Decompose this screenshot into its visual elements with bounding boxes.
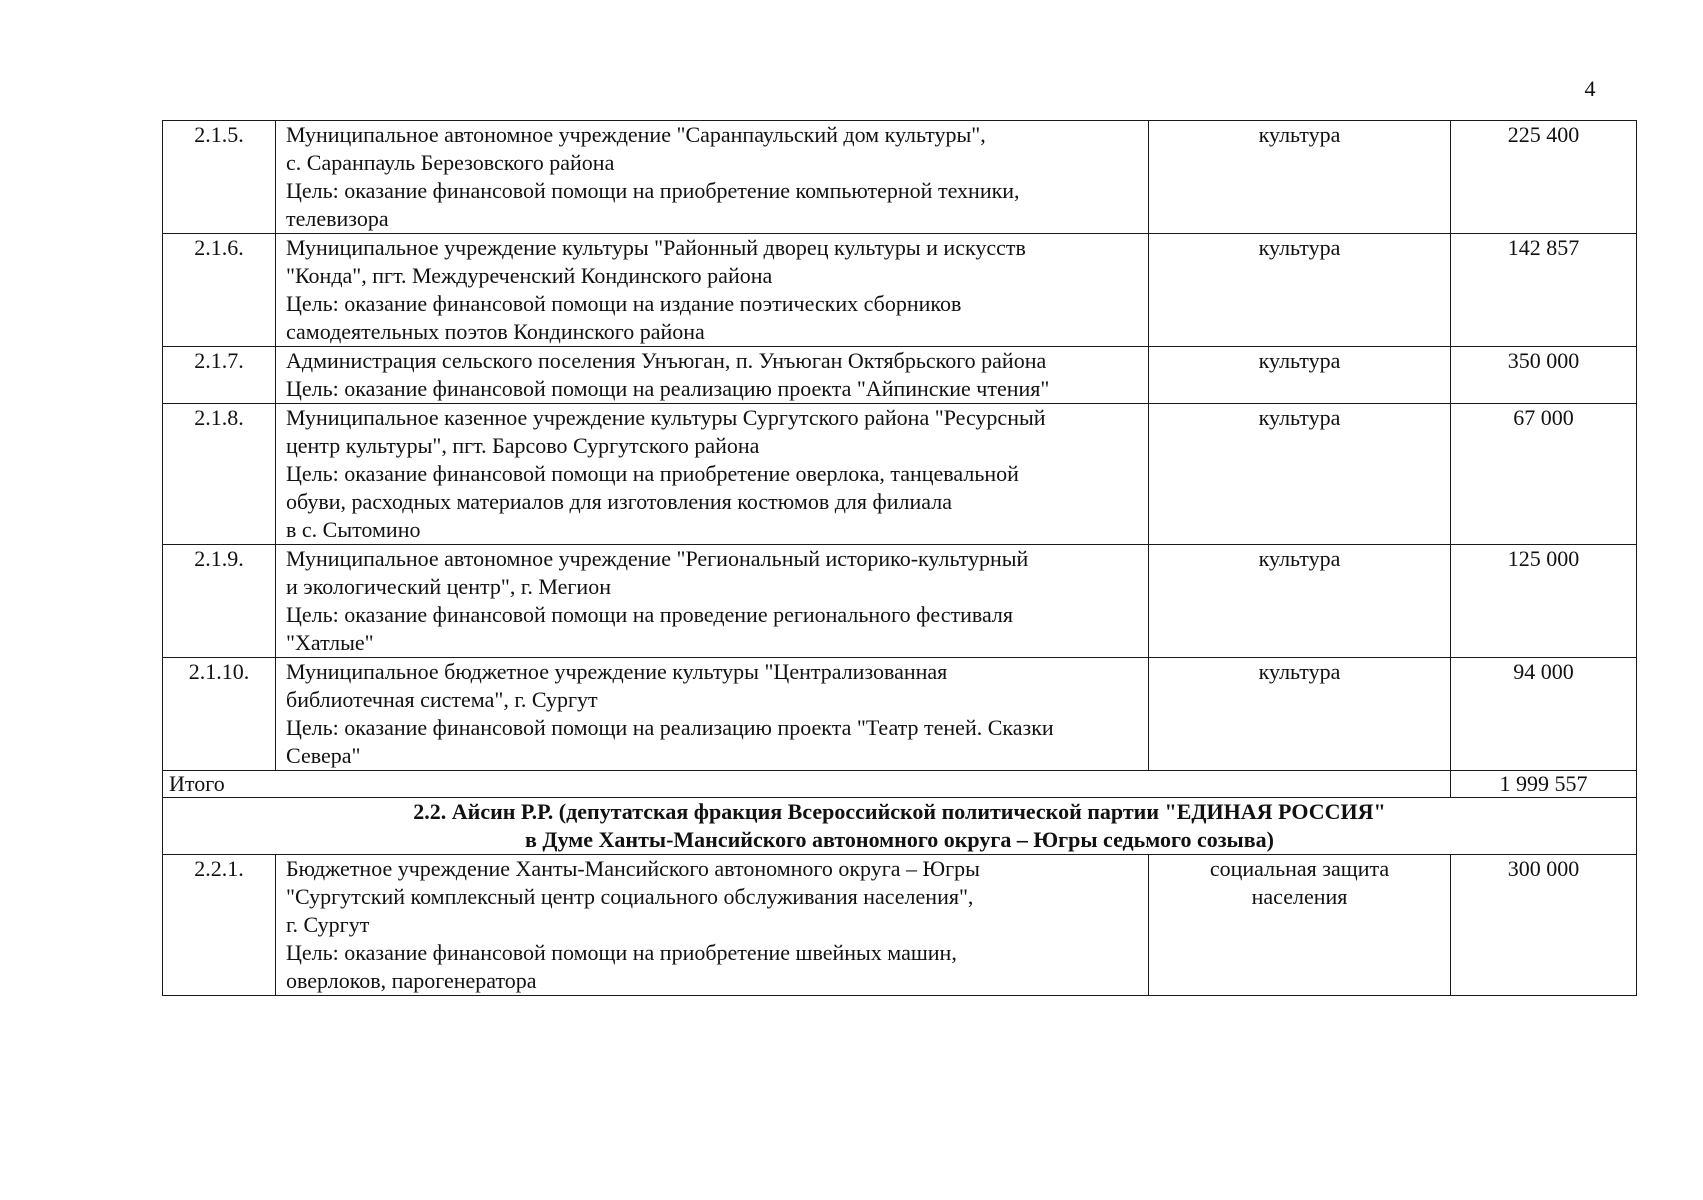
description-line: Цель: оказание финансовой помощи на проведение регионального фестиваля <box>286 602 1014 627</box>
item-sphere: культура <box>1149 234 1451 347</box>
table-row <box>163 234 1637 347</box>
section-header-row <box>163 798 1637 855</box>
section-header-line: 2.2. Айсин Р.Р. (депутатская фракция Всероссийской политической партии "ЕДИНАЯ РОССИЯ" <box>413 799 1386 824</box>
item-sphere <box>1149 855 1451 996</box>
item-sphere: культура <box>1149 404 1451 545</box>
item-description <box>276 234 1149 347</box>
item-description <box>276 545 1149 658</box>
item-number: 2.1.8. <box>163 404 276 545</box>
item-description <box>276 855 1149 996</box>
sphere-line: социальная защита <box>1209 856 1390 881</box>
section-header-line: в Думе Ханты-Мансийского автономного округа – Югры седьмого созыва) <box>525 827 1274 852</box>
description-line: "Хатлые" <box>286 630 374 655</box>
description-line: Муниципальное бюджетное учреждение культуры "Централизованная <box>286 659 948 684</box>
item-sphere: культура <box>1149 347 1451 404</box>
item-amount: 125 000 <box>1451 545 1637 658</box>
page-number: 4 <box>1584 76 1596 101</box>
description-line: Цель: оказание финансовой помощи на реализацию проекта "Айпинские чтения" <box>286 376 1050 401</box>
item-number: 2.1.5. <box>163 121 276 234</box>
description-line: Цель: оказание финансовой помощи на приобретение швейных машин, <box>286 940 957 965</box>
description-line: Муниципальное казенное учреждение культуры Сургутского района "Ресурсный <box>286 405 1046 430</box>
description-line: г. Сургут <box>286 912 370 937</box>
table-row <box>163 121 1637 234</box>
description-line: и экологический центр", г. Мегион <box>286 574 611 599</box>
description-line: "Сургутский комплексный центр социального обслуживания населения", <box>286 884 974 909</box>
sphere-line: населения <box>1251 884 1348 909</box>
description-line: Цель: оказание финансовой помощи на приобретение оверлока, танцевальной <box>286 461 1019 486</box>
item-amount: 300 000 <box>1451 855 1637 996</box>
description-line: самодеятельных поэтов Кондинского района <box>286 319 705 344</box>
item-sphere: культура <box>1149 658 1451 771</box>
description-line: библиотечная система", г. Сургут <box>286 687 598 712</box>
description-line: телевизора <box>286 206 389 231</box>
description-line: Цель: оказание финансовой помощи на приобретение компьютерной техники, <box>286 178 1020 203</box>
item-number: 2.1.9. <box>163 545 276 658</box>
grant-table-body <box>163 121 1637 996</box>
item-description <box>276 347 1149 404</box>
description-line: Цель: оказание финансовой помощи на реализацию проекта "Театр теней. Сказки <box>286 715 1054 740</box>
item-description <box>276 121 1149 234</box>
item-amount: 142 857 <box>1451 234 1637 347</box>
item-sphere: культура <box>1149 121 1451 234</box>
description-line: Администрация сельского поселения Унъюган, п. Унъюган Октябрьского района <box>286 348 1047 373</box>
description-line: Муниципальное автономное учреждение "Саранпаульский дом культуры", <box>286 122 986 147</box>
description-line: Муниципальное учреждение культуры "Районный дворец культуры и искусств <box>286 235 1026 260</box>
description-line: Бюджетное учреждение Ханты-Мансийского автономного округа – Югры <box>286 856 980 881</box>
item-number: 2.1.7. <box>163 347 276 404</box>
description-line: с. Саранпауль Березовского района <box>286 150 615 175</box>
item-number: 2.1.10. <box>163 658 276 771</box>
item-description <box>276 404 1149 545</box>
section-header <box>163 798 1637 855</box>
item-amount: 94 000 <box>1451 658 1637 771</box>
item-amount: 67 000 <box>1451 404 1637 545</box>
description-line: центр культуры", пгт. Барсово Сургутского района <box>286 433 760 458</box>
total-amount: 1 999 557 <box>1451 771 1637 798</box>
item-number: 2.1.6. <box>163 234 276 347</box>
item-description <box>276 658 1149 771</box>
item-amount: 350 000 <box>1451 347 1637 404</box>
description-line: Муниципальное автономное учреждение "Региональный историко-культурный <box>286 546 1029 571</box>
total-label: Итого <box>163 771 1451 798</box>
description-line: Севера" <box>286 743 361 768</box>
description-line: Цель: оказание финансовой помощи на издание поэтических сборников <box>286 291 962 316</box>
total-row <box>163 771 1637 798</box>
description-line: оверлоков, парогенератора <box>286 968 537 993</box>
item-sphere: культура <box>1149 545 1451 658</box>
description-line: в с. Сытомино <box>286 517 421 542</box>
table-row <box>163 855 1637 996</box>
description-line: обуви, расходных материалов для изготовления костюмов для филиала <box>286 489 952 514</box>
table-row <box>163 658 1637 771</box>
table-row <box>163 347 1637 404</box>
grant-table <box>162 120 1637 996</box>
item-amount: 225 400 <box>1451 121 1637 234</box>
description-line: "Конда", пгт. Междуреченский Кондинского района <box>286 263 773 288</box>
item-number: 2.2.1. <box>163 855 276 996</box>
table-row <box>163 404 1637 545</box>
table-row <box>163 545 1637 658</box>
